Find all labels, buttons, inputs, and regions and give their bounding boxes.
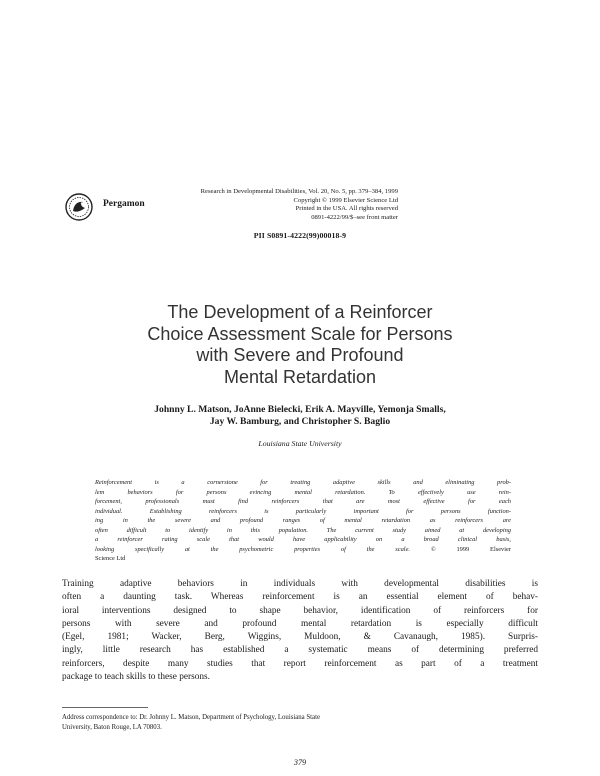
journal-citation-block [170,188,398,223]
body-line: ioral interventions designed to shape behavior, identification of reinforcers for [62,605,538,616]
correspondence-footnote [62,713,482,732]
footnote-line: University, Baton Rouge, LA 70803. [62,723,162,731]
abstract-line: Reinforcement is a cornerstone for treating adaptive skills and eliminating prob- [95,479,511,486]
copyright-line: Copyright © 1999 Elsevier Science Ltd [293,196,398,204]
author-list [80,404,520,429]
body-paragraph [62,578,538,684]
body-line: often a daunting task. Whereas reinforcement is an essential element of behav- [62,592,538,603]
abstract-line-final [95,545,511,555]
title-line: Mental Retardation [223,366,377,387]
body-line: reinforcers, despite many studies that report reinforcement as part of a treatment [62,658,538,669]
abstract-line: individual. Establishing reinforcers is particularly important for persons function- [95,507,511,515]
abstract-line: a reinforcer rating scale that would have applicability on a broad clinical basis, [95,536,511,543]
publisher-name: Pergamon [103,199,145,209]
title-line: The Development of a Reinforcer [167,302,433,322]
author-line: Johnny L. Matson, JoAnne Bielecki, Erik A. Mayville, Yemonja Smalls, [154,404,446,415]
page-number: 379 [293,758,307,767]
title-line: with Severe and Profound [196,345,404,366]
body-line: package to teach skills to these persons. [62,672,210,683]
author-line: Jay W. Bamburg, and Christopher S. Baglio [209,416,391,428]
footnote-divider [62,707,148,708]
footnote-line: Address correspondence to: Dr. Johnny L. Matson, Department of Psychology, Louisiana State [62,714,320,721]
pergamon-logo-icon [64,192,94,222]
author-affiliation: Louisiana State University [258,439,342,448]
abstract-line: often difficult to identify in this population. The current study aimed at developing [95,526,511,534]
rights-line: Printed in the USA. All rights reserved [295,205,398,213]
abstract-copyright-tail: Science Ltd [95,555,126,562]
journal-citation: Research in Developmental Disabilities, Vol. 20, No. 5, pp. 379–384, 1999 [200,188,398,195]
abstract-line: lem behaviors for persons evincing mental retardation. To effectively use rein- [95,488,511,496]
body-line: persons with severe and profound mental retardation is especially difficult [62,618,538,629]
pii-identifier: PII S0891-4222(99)00018-9 [253,231,347,240]
article-title [60,302,540,388]
abstract-line: ing in the severe and profound ranges of mental retardation as reinforcers are [95,517,511,524]
body-line: (Egel, 1981; Wacker, Berg, Wiggins, Muldoon, & Cavanaugh, 1985). Surpris- [62,632,538,643]
abstract-line: looking specifically at the psychometric properties of the scale. [95,545,411,553]
abstract [95,478,511,564]
body-line: Training adaptive behaviors in individuals with developmental disabilities is [62,579,538,589]
title-line: Choice Assessment Scale for Persons [147,323,453,344]
issn-line: 0891-4222/99/$–see front matter [311,214,398,222]
body-line: ingly, little research has established a systematic means of determining preferred [62,645,538,656]
abstract-line: forcement, professionals must find reinforcers that are most effective for each [95,498,511,505]
abstract-copyright: © 1999 Elsevier [430,545,511,553]
